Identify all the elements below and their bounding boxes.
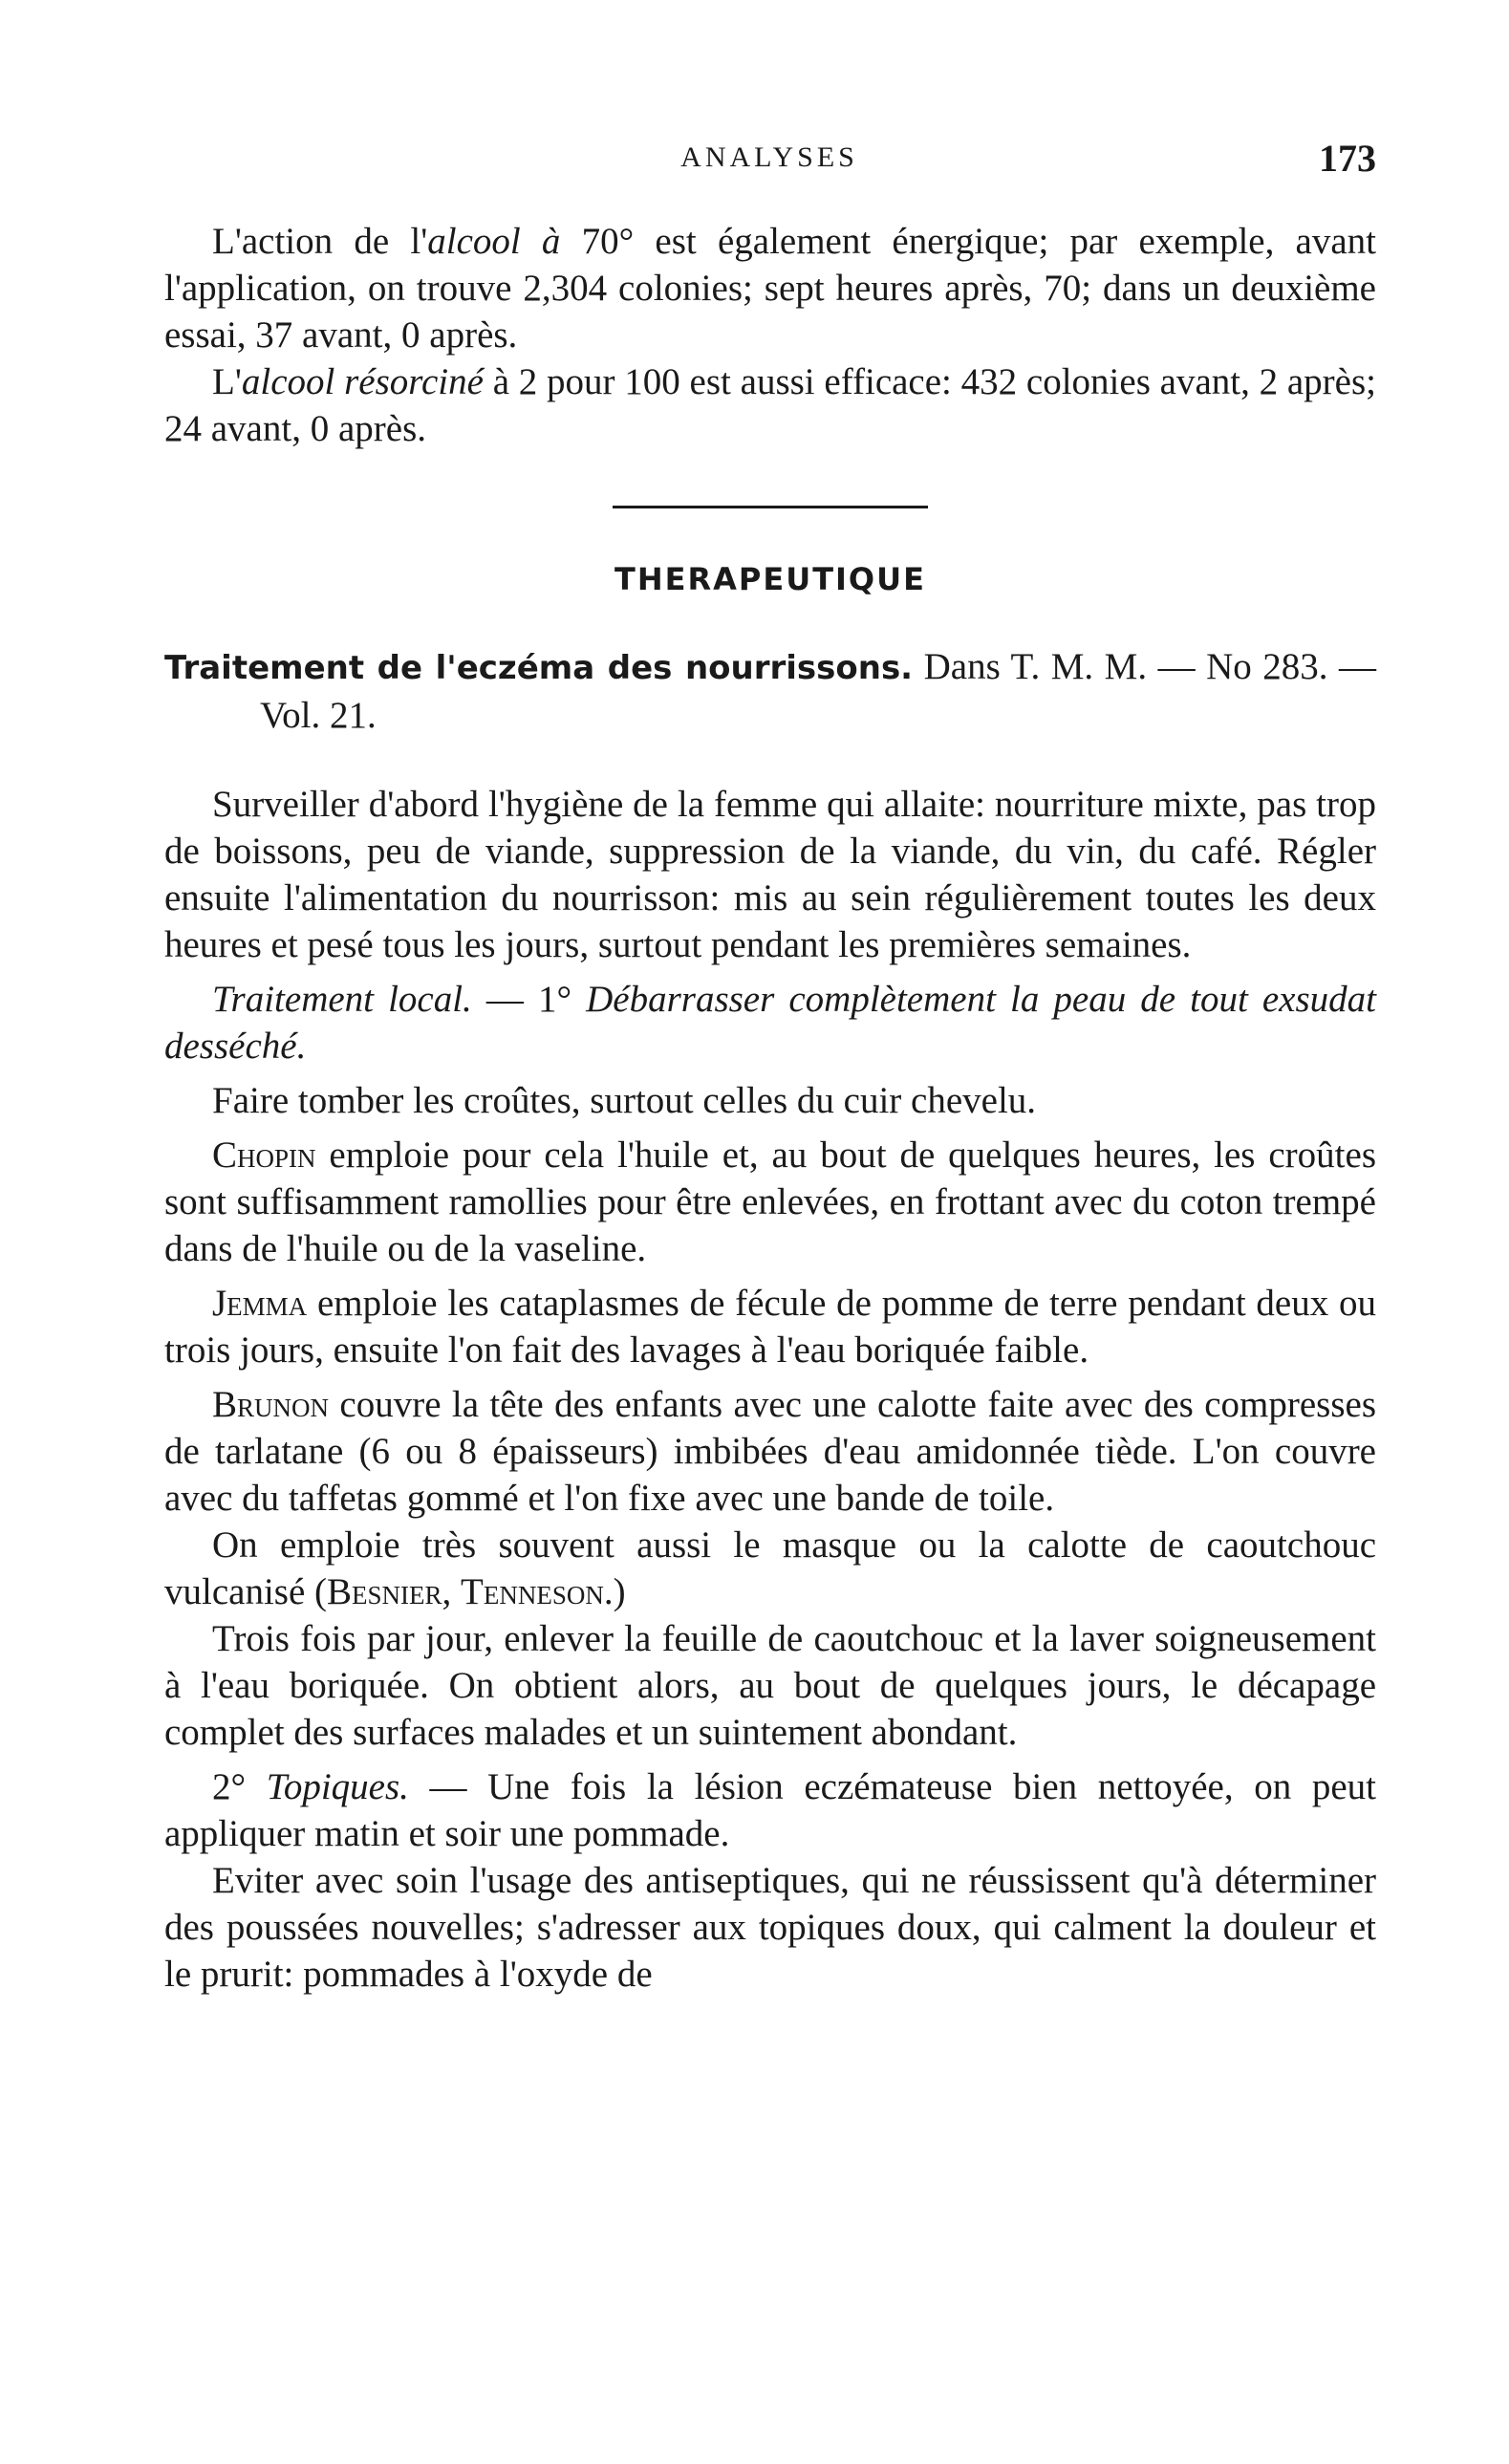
- paragraph-eviter: Eviter avec soin l'usage des antiseptiques, qui ne réussissent qu'à déterminer des poussées nouvelles; s'adresser aux topiques doux, qui calment la douleur et le prurit: pommades à l'oxyde de: [164, 1860, 1376, 1995]
- running-header: [162, 137, 1376, 187]
- article-source: Dans T. M. M. — No 283. — Vol. 21.: [260, 646, 1376, 736]
- author-name: Brunon: [212, 1384, 330, 1425]
- paragraph-surveiller: Surveiller d'abord l'hygiène de la femme qui allaite: nourriture mixte, pas trop de boissons, peu de viande, suppression de la viande, du vin, du café. Régler ensuite l'alimentation du nourrisson: mis au sein régulièrement toutes les deux heures et pesé tous les jours, surtout pendant les premières semaines.: [164, 784, 1376, 965]
- text-run: emploie pour cela l'huile et, au bout de quelques heures, les croûtes sont suffisamment ramollies pour être enlevées, en frottant avec du coton trempé dans de l'huile ou de la vaseline.: [164, 1135, 1376, 1269]
- author-name: Tenneson.: [461, 1571, 614, 1612]
- paragraph-alcool-resorcine: [164, 358, 1376, 452]
- italic-heading: Traitement local.: [212, 979, 472, 1020]
- italic-text: Débarrasser complètement la peau de tout exsudat desséché.: [164, 979, 1376, 1067]
- paragraph-chopin: [164, 1132, 1376, 1272]
- paragraph-jemma: [164, 1280, 1376, 1373]
- text-run: couvre la tête des enfants avec une calotte faite avec des compresses de tarlatane (6 ou 8 épaisseurs) imbibées d'eau amidonnée tiède. L'on couvre avec du taffetas gommé et l'on fixe avec une bande de toile.: [164, 1384, 1376, 1519]
- italic-heading: Topiques.: [266, 1766, 409, 1807]
- running-title: ANALYSES: [680, 141, 858, 173]
- section-title: THERAPEUTIQUE: [614, 561, 926, 597]
- paragraph-masque: [164, 1522, 1376, 1615]
- text-run: 2°: [212, 1766, 267, 1807]
- text-run: On emploie très souvent aussi le masque ou la calotte de caoutchouc vulcanisé (: [164, 1524, 1376, 1612]
- paragraph-traitement-local: [164, 976, 1376, 1070]
- article-title: Traitement de l'eczéma des nourrissons.: [164, 649, 914, 687]
- text-run: 70° est également énergique; par exemple, avant l'application, on trouve 2,304 colonies; sept heures après, 70; dans un deuxième essai, 37 avant, 0 après.: [164, 221, 1376, 356]
- paragraph-trois-fois: Trois fois par jour, enlever la feuille de caoutchouc et la laver soigneusement à l'eau boriquée. On obtient alors, au bout de quelques jours, le décapage complet des surfaces malades et un suintement abondant.: [164, 1618, 1376, 1753]
- paragraph-faire-tomber: Faire tomber les croûtes, surtout celles du cuir chevelu.: [212, 1080, 1037, 1121]
- italic-term: alcool à: [427, 221, 561, 262]
- text-run: ,: [442, 1571, 462, 1612]
- paragraph-alcool: [164, 218, 1376, 358]
- body-text: [164, 218, 1376, 1998]
- text-run: — Une fois la lésion eczémateuse bien nettoyée, on peut appliquer matin et soir une pommade.: [164, 1766, 1376, 1854]
- author-name: Chopin: [212, 1135, 316, 1176]
- text-run: L': [212, 361, 242, 402]
- text-run: — 1°: [471, 979, 587, 1020]
- section-divider: [613, 506, 928, 508]
- italic-term: alcool résorciné: [241, 361, 484, 402]
- author-name: Besnier: [327, 1571, 442, 1612]
- article-entry: [164, 643, 1376, 739]
- paragraph-topiques: [164, 1763, 1376, 1857]
- text-run: à 2 pour 100 est aussi efficace: 432 colonies avant, 2 après; 24 avant, 0 après.: [164, 361, 1376, 449]
- text-run: L'action de l': [212, 221, 428, 262]
- text-run: emploie les cataplasmes de fécule de pomme de terre pendant deux ou trois jours, ensuite l'on fait des lavages à l'eau boriquée faible.: [164, 1283, 1376, 1371]
- text-run: ): [613, 1571, 626, 1612]
- page-number: 173: [1319, 137, 1376, 180]
- author-name: Jemma: [212, 1283, 308, 1324]
- paragraph-brunon: [164, 1381, 1376, 1522]
